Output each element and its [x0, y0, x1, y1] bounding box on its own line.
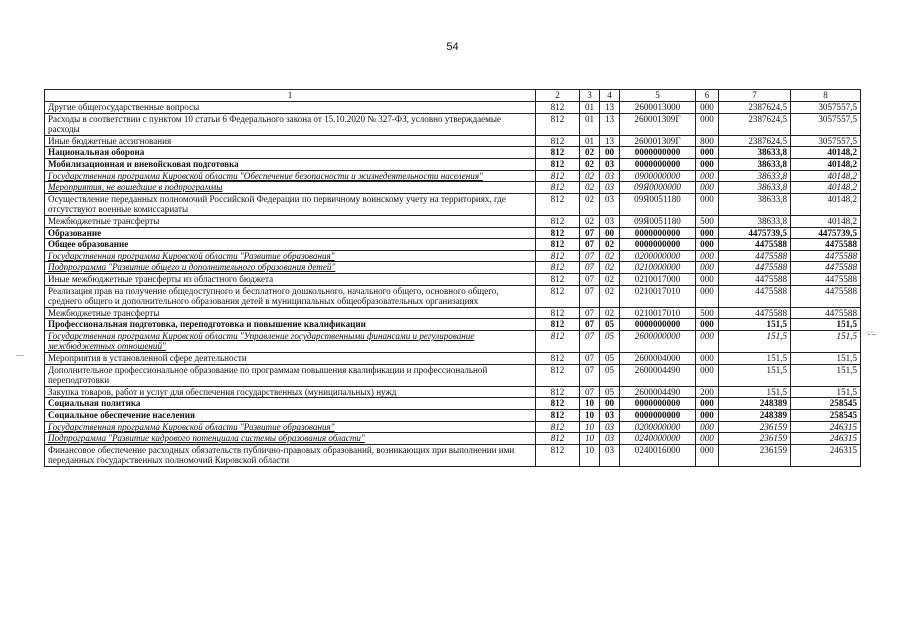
- row-target: 0000000000: [620, 410, 696, 422]
- budget-table: [44, 89, 861, 467]
- row-amount-2025: 3057557,5: [791, 113, 861, 135]
- row-target: 09Я0051180: [620, 215, 696, 227]
- row-target: 0200000000: [620, 421, 696, 433]
- row-section: 02: [580, 215, 600, 227]
- row-section: 02: [580, 182, 600, 194]
- row-target: 0000000000: [620, 158, 696, 170]
- row-name: Межбюджетные трансферты: [45, 307, 536, 319]
- row-amount-2025: 4475588: [791, 250, 861, 262]
- row-section: 07: [580, 250, 600, 262]
- table-row: [45, 273, 861, 285]
- row-name: Социальное обеспечение населения: [45, 410, 536, 422]
- row-target: 0000000000: [620, 398, 696, 410]
- column-header: 8: [791, 90, 861, 102]
- row-code: 812: [536, 433, 580, 445]
- row-code: 812: [536, 444, 580, 466]
- row-subsection: 00: [600, 147, 620, 159]
- row-code: 812: [536, 285, 580, 307]
- row-amount-2024: 151,5: [719, 353, 791, 365]
- row-target: 0000000000: [620, 239, 696, 251]
- row-code: 812: [536, 262, 580, 274]
- row-name: Осуществление переданных полномочий Российской Федерации по первичному воинскому учету на территориях, где отсутствуют военные комиссариаты: [45, 193, 536, 215]
- row-section: 02: [580, 193, 600, 215]
- row-target: 09Я0051180: [620, 193, 696, 215]
- row-expense-type: 000: [696, 113, 719, 135]
- column-header: 7: [719, 90, 791, 102]
- row-subsection: 03: [600, 170, 620, 182]
- row-subsection: 13: [600, 102, 620, 114]
- row-amount-2025: 258545: [791, 398, 861, 410]
- row-section: 07: [580, 319, 600, 331]
- row-amount-2025: 4475739,5: [791, 227, 861, 239]
- page-number: 54: [446, 41, 459, 53]
- row-amount-2025: 4475588: [791, 307, 861, 319]
- row-name: Государственная программа Кировской области "Обеспечение безопасности и жизнедеятельности населения": [45, 170, 536, 182]
- row-subsection: 03: [600, 182, 620, 194]
- row-expense-type: 000: [696, 102, 719, 114]
- row-expense-type: 000: [696, 273, 719, 285]
- row-amount-2025: 246315: [791, 433, 861, 445]
- row-section: 07: [580, 353, 600, 365]
- row-amount-2024: 2387624,5: [719, 113, 791, 135]
- column-header: 1: [45, 90, 536, 102]
- table-row: [45, 158, 861, 170]
- scan-artifact: ·.:. ·:...: [866, 329, 876, 337]
- row-amount-2025: 40148,2: [791, 193, 861, 215]
- row-subsection: 03: [600, 433, 620, 445]
- row-code: 812: [536, 215, 580, 227]
- row-amount-2024: 151,5: [719, 330, 791, 352]
- row-code: 812: [536, 330, 580, 352]
- row-name: Межбюджетные трансферты: [45, 215, 536, 227]
- row-target: 260001309Г: [620, 113, 696, 135]
- row-expense-type: 000: [696, 444, 719, 466]
- row-amount-2024: 236159: [719, 421, 791, 433]
- row-amount-2024: 38633,8: [719, 147, 791, 159]
- row-subsection: 02: [600, 239, 620, 251]
- row-code: 812: [536, 170, 580, 182]
- row-amount-2024: 38633,8: [719, 215, 791, 227]
- row-target: 0240016000: [620, 444, 696, 466]
- row-amount-2024: 38633,8: [719, 170, 791, 182]
- table-row: [45, 182, 861, 194]
- row-amount-2025: 151,5: [791, 386, 861, 398]
- row-amount-2025: 246315: [791, 421, 861, 433]
- row-expense-type: 000: [696, 239, 719, 251]
- row-name: Финансовое обеспечение расходных обязательств публично-правовых образований, возникающих при выполнении ими переданных государственных полномочий Кировской области: [45, 444, 536, 466]
- row-section: 10: [580, 444, 600, 466]
- row-amount-2025: 246315: [791, 444, 861, 466]
- row-expense-type: 000: [696, 410, 719, 422]
- row-amount-2024: 151,5: [719, 319, 791, 331]
- row-subsection: 03: [600, 421, 620, 433]
- row-code: 812: [536, 353, 580, 365]
- row-code: 812: [536, 410, 580, 422]
- row-expense-type: 000: [696, 158, 719, 170]
- row-subsection: 03: [600, 158, 620, 170]
- row-name: Подпрограмма "Развитие общего и дополнительного образования детей": [45, 262, 536, 274]
- column-header: 3: [580, 90, 600, 102]
- row-subsection: 03: [600, 444, 620, 466]
- row-subsection: 03: [600, 193, 620, 215]
- header-row: [45, 90, 861, 102]
- row-amount-2025: 40148,2: [791, 182, 861, 194]
- row-section: 01: [580, 113, 600, 135]
- table-row: [45, 353, 861, 365]
- row-target: 0000000000: [620, 147, 696, 159]
- row-amount-2024: 248389: [719, 398, 791, 410]
- row-code: 812: [536, 147, 580, 159]
- row-amount-2025: 258545: [791, 410, 861, 422]
- row-target: 2600004000: [620, 353, 696, 365]
- row-subsection: 02: [600, 307, 620, 319]
- row-code: 812: [536, 158, 580, 170]
- row-amount-2024: 4475588: [719, 285, 791, 307]
- row-expense-type: 000: [696, 227, 719, 239]
- table-row: [45, 215, 861, 227]
- row-name: Иные бюджетные ассигнования: [45, 135, 536, 147]
- table-row: [45, 102, 861, 114]
- row-code: 812: [536, 364, 580, 386]
- row-amount-2025: 40148,2: [791, 170, 861, 182]
- row-section: 10: [580, 421, 600, 433]
- row-amount-2025: 151,5: [791, 319, 861, 331]
- row-code: 812: [536, 398, 580, 410]
- table-row: [45, 262, 861, 274]
- row-target: 0210017010: [620, 285, 696, 307]
- row-expense-type: 000: [696, 364, 719, 386]
- row-section: 07: [580, 239, 600, 251]
- row-section: 07: [580, 364, 600, 386]
- row-expense-type: 000: [696, 353, 719, 365]
- table-row: [45, 410, 861, 422]
- row-expense-type: 500: [696, 307, 719, 319]
- table-row: [45, 147, 861, 159]
- row-subsection: 13: [600, 113, 620, 135]
- row-expense-type: 000: [696, 319, 719, 331]
- row-amount-2025: 4475588: [791, 262, 861, 274]
- row-section: 02: [580, 147, 600, 159]
- row-section: 07: [580, 227, 600, 239]
- row-amount-2025: 40148,2: [791, 147, 861, 159]
- row-amount-2024: 236159: [719, 433, 791, 445]
- row-expense-type: 000: [696, 147, 719, 159]
- row-amount-2025: 4475588: [791, 273, 861, 285]
- row-amount-2024: 4475588: [719, 250, 791, 262]
- row-code: 812: [536, 193, 580, 215]
- table-row: [45, 433, 861, 445]
- row-subsection: 05: [600, 386, 620, 398]
- row-amount-2025: 3057557,5: [791, 102, 861, 114]
- row-name: Государственная программа Кировской области "Развитие образования": [45, 421, 536, 433]
- row-name: Профессиональная подготовка, переподготовка и повышение квалификации: [45, 319, 536, 331]
- row-name: Государственная программа Кировской области "Развитие образования": [45, 250, 536, 262]
- row-amount-2024: 151,5: [719, 386, 791, 398]
- row-subsection: 03: [600, 410, 620, 422]
- row-code: 812: [536, 421, 580, 433]
- row-amount-2024: 38633,8: [719, 193, 791, 215]
- row-amount-2024: 38633,8: [719, 182, 791, 194]
- row-section: 10: [580, 410, 600, 422]
- row-section: 07: [580, 330, 600, 352]
- row-subsection: 02: [600, 273, 620, 285]
- row-name: Образование: [45, 227, 536, 239]
- row-subsection: 02: [600, 285, 620, 307]
- row-expense-type: 000: [696, 182, 719, 194]
- row-expense-type: 000: [696, 262, 719, 274]
- table-row: [45, 386, 861, 398]
- row-expense-type: 500: [696, 215, 719, 227]
- row-code: 812: [536, 239, 580, 251]
- row-name: Социальная политика: [45, 398, 536, 410]
- column-header: 6: [696, 90, 719, 102]
- row-amount-2025: 151,5: [791, 330, 861, 352]
- row-target: 0000000000: [620, 227, 696, 239]
- row-name: Мобилизационная и вневойсковая подготовка: [45, 158, 536, 170]
- row-name: Реализация прав на получение общедоступного и бесплатного дошкольного, начального общего, основного общего, среднего общего и дополнительного образования детей в муниципальных общеобразовательных организациях: [45, 285, 536, 307]
- row-section: 01: [580, 135, 600, 147]
- row-expense-type: 000: [696, 433, 719, 445]
- row-expense-type: 200: [696, 386, 719, 398]
- row-amount-2024: 4475588: [719, 307, 791, 319]
- row-code: 812: [536, 135, 580, 147]
- table-row: [45, 285, 861, 307]
- row-target: 09Я0000000: [620, 182, 696, 194]
- row-amount-2024: 236159: [719, 444, 791, 466]
- row-amount-2025: 3057557,5: [791, 135, 861, 147]
- row-subsection: 02: [600, 262, 620, 274]
- row-amount-2024: 2387624,5: [719, 135, 791, 147]
- row-amount-2025: 4475588: [791, 285, 861, 307]
- row-name: Мероприятия, не вошедшие в подпрограммы: [45, 182, 536, 194]
- row-section: 01: [580, 102, 600, 114]
- row-amount-2024: 4475588: [719, 273, 791, 285]
- row-amount-2024: 38633,8: [719, 158, 791, 170]
- row-amount-2025: 40148,2: [791, 215, 861, 227]
- table-header: [45, 90, 861, 102]
- row-code: 812: [536, 113, 580, 135]
- row-amount-2025: 151,5: [791, 353, 861, 365]
- row-amount-2025: 40148,2: [791, 158, 861, 170]
- table-row: [45, 444, 861, 466]
- table-row: [45, 239, 861, 251]
- table-row: [45, 250, 861, 262]
- row-section: 07: [580, 262, 600, 274]
- row-subsection: 05: [600, 364, 620, 386]
- row-code: 812: [536, 102, 580, 114]
- row-name: Расходы в соответствии с пунктом 10 статьи 6 Федерального закона от 15.10.2020 № 327-ФЗ, условно утверждаемые расходы: [45, 113, 536, 135]
- row-subsection: 05: [600, 330, 620, 352]
- table-row: [45, 330, 861, 352]
- row-section: 07: [580, 273, 600, 285]
- row-expense-type: 000: [696, 330, 719, 352]
- row-section: 07: [580, 307, 600, 319]
- table-body: [45, 102, 861, 467]
- row-subsection: 00: [600, 398, 620, 410]
- row-expense-type: 000: [696, 285, 719, 307]
- row-code: 812: [536, 182, 580, 194]
- row-name: Общее образование: [45, 239, 536, 251]
- row-code: 812: [536, 386, 580, 398]
- table-row: [45, 364, 861, 386]
- column-header: 4: [600, 90, 620, 102]
- row-target: 0200000000: [620, 250, 696, 262]
- table-row: [45, 398, 861, 410]
- row-target: 0210000000: [620, 262, 696, 274]
- row-expense-type: 000: [696, 193, 719, 215]
- table-row: [45, 170, 861, 182]
- scan-mark: [16, 355, 24, 356]
- row-section: 10: [580, 398, 600, 410]
- row-section: 07: [580, 285, 600, 307]
- table-row: [45, 193, 861, 215]
- row-code: 812: [536, 273, 580, 285]
- row-amount-2024: 4475588: [719, 262, 791, 274]
- row-name: Дополнительное профессиональное образование по программам повышения квалификации и профессиональной переподготовки: [45, 364, 536, 386]
- row-amount-2024: 248389: [719, 410, 791, 422]
- row-expense-type: 000: [696, 421, 719, 433]
- row-name: Мероприятия в установленной сфере деятельности: [45, 353, 536, 365]
- row-subsection: 05: [600, 353, 620, 365]
- row-name: Другие общегосударственные вопросы: [45, 102, 536, 114]
- row-subsection: 05: [600, 319, 620, 331]
- row-code: 812: [536, 319, 580, 331]
- table-row: [45, 307, 861, 319]
- row-amount-2024: 4475588: [719, 239, 791, 251]
- row-name: Национальная оборона: [45, 147, 536, 159]
- row-expense-type: 000: [696, 250, 719, 262]
- row-subsection: 03: [600, 215, 620, 227]
- row-amount-2024: 4475739,5: [719, 227, 791, 239]
- column-header: 5: [620, 90, 696, 102]
- row-subsection: 02: [600, 250, 620, 262]
- row-target: 2600013000: [620, 102, 696, 114]
- row-subsection: 13: [600, 135, 620, 147]
- row-section: 07: [580, 386, 600, 398]
- table-row: [45, 135, 861, 147]
- row-amount-2025: 4475588: [791, 239, 861, 251]
- row-subsection: 00: [600, 227, 620, 239]
- row-target: 0210017010: [620, 307, 696, 319]
- table-row: [45, 319, 861, 331]
- row-section: 02: [580, 170, 600, 182]
- row-amount-2024: 2387624,5: [719, 102, 791, 114]
- row-target: 0900000000: [620, 170, 696, 182]
- column-header: 2: [536, 90, 580, 102]
- row-code: 812: [536, 250, 580, 262]
- row-target: 2600000000: [620, 330, 696, 352]
- row-expense-type: 000: [696, 398, 719, 410]
- row-expense-type: 800: [696, 135, 719, 147]
- row-expense-type: 000: [696, 170, 719, 182]
- row-code: 812: [536, 227, 580, 239]
- row-amount-2024: 151,5: [719, 364, 791, 386]
- row-code: 812: [536, 307, 580, 319]
- row-target: 0000000000: [620, 319, 696, 331]
- table-row: [45, 227, 861, 239]
- row-target: 2600004490: [620, 364, 696, 386]
- row-amount-2025: 151,5: [791, 364, 861, 386]
- row-name: Иные межбюджетные трансферты из областного бюджета: [45, 273, 536, 285]
- row-name: Государственная программа Кировской области "Управление государственными финансами и регулирование межбюджетных отношений": [45, 330, 536, 352]
- table-row: [45, 421, 861, 433]
- row-target: 260001309Г: [620, 135, 696, 147]
- row-name: Подпрограмма "Развитие кадрового потенциала системы образования области": [45, 433, 536, 445]
- row-section: 02: [580, 158, 600, 170]
- row-section: 10: [580, 433, 600, 445]
- row-target: 2600004490: [620, 386, 696, 398]
- row-target: 0240000000: [620, 433, 696, 445]
- table-row: [45, 113, 861, 135]
- row-target: 0210017000: [620, 273, 696, 285]
- row-name: Закупка товаров, работ и услуг для обеспечения государственных (муниципальных) нужд: [45, 386, 536, 398]
